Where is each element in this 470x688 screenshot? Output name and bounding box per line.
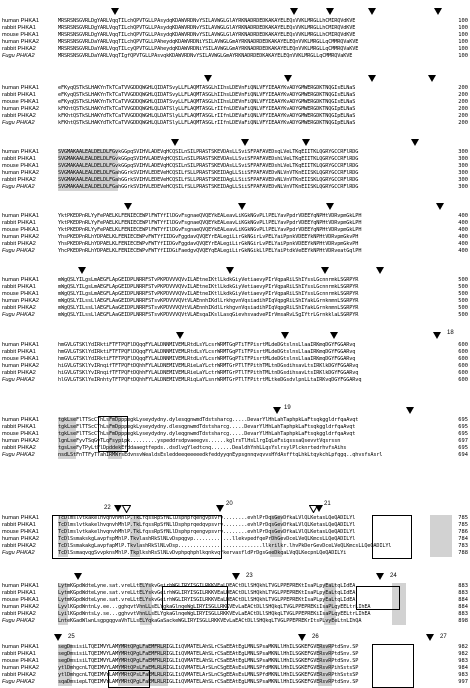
sequence-text: YktPKEDPnRLYyFePAELKLFENIECEWPlFWTYfIlDGvFsgnaeQVQEYkEALeavLiKGkNGvPLlPELYavPpdrVDEEYqNPHtVDRvpmGkLPH [58, 220, 362, 226]
residue-number: 500 [458, 312, 468, 318]
residue-number: 400 [458, 241, 468, 247]
species-label: human PHKA1 [2, 277, 40, 283]
species-label: Fugu PHKA2 [2, 452, 35, 458]
marker-number: 25 [68, 634, 75, 640]
sequence-row [0, 53, 470, 60]
marker-number: 21 [324, 501, 331, 507]
species-label: human PHKA1 [2, 342, 40, 348]
sequence-row [0, 349, 470, 356]
sequence-text: segDmsisiLTQEIMVYLAMYMRtQPgLFaEMFRLRIGLIiQVMATELAhSLrCSaEEAtEgLMNLSPsaMKNLlHhILSGKEFGVERsvRPtdSnv.SP [58, 651, 359, 657]
species-label: rabbit PHKA1 [2, 92, 36, 98]
sequence-text: eFKyqQSTkSLHAKYnTkTCaTVVGDDQWGHLQIDATSvyLLFLAQMTASGLhIIhsLDEVnFiQNLVFYIEAAYKvADYGMWERGDKTNQGIsELNaS [58, 92, 356, 98]
residue-number: 300 [458, 170, 468, 176]
sequence-text: tgkLseFlTTScCThLsFmDpppegkLyseydydny.dylesqgnwmdTdstsharcg.....DevarYlHhLahTaphpkLaFtsqkggldrfqaAvqt [58, 417, 359, 423]
sequence-text: hiGVLGTSKlYvIRnqifTFTPQFtDQhhFYLALDNEMIVEMLRieLaYLctrWRMTGrPTlTFPithTMLtnDGsdihsavLtsIRKlkDGYFGGARvq [58, 363, 359, 369]
species-label: human PHKA2 [2, 536, 40, 542]
triangle-marker-icon [216, 505, 224, 512]
sequence-text: LytmKGpdWdteLyne.sat.vreLLtELYskvGeirhWGLIRYISGILRKKVEaLDEACtDLlSHQkhLTVGLPPEPREKtIsaPLpyEaLtqLIdEA [58, 583, 356, 589]
sequence-row [0, 227, 470, 234]
sequence-text: mWgQSLYILssLlAEGFLAaGEIDPLNRRFSTsvKPDVVVQVtVLAEsqaIKslLasqGievhsvadvePIrVmsaRvLSgIYtrLGrnkklaLSGRPYR [58, 312, 359, 318]
triangle-marker-icon [238, 203, 246, 210]
species-label: human PHKA1 [2, 213, 40, 219]
sequence-text: LyvlKGpdWntnLy.ee...gghqvtVhnLLsELYgkaGlnqeWgLIRYISGLLRKKVEvLaEACtDLlSHQkqLTVGLPPEPREKiIsaPLqyEELtrLIhEA [58, 604, 371, 610]
marker-number: 19 [284, 405, 291, 411]
residue-number: 695 [458, 417, 468, 423]
sequence-row [0, 356, 470, 363]
sequence-text: MRSRSNSGVRLDaYARLVqqTIgfQPVTGLLPAsvqkKDAWVRDNvYSILAVWGLGmAYRKNADRDEDKAKAYELEQnVVKLMRGLLqCMMRQVaKVE [58, 53, 353, 59]
sequence-row [0, 18, 470, 25]
sequence-text: LyilKGpdWntsLy.se...gghvvtVhnLLsELYgkaGlnqeWgLIRYISGLLRKKVEvLaEACtDLlSHQkqLTVGLPPEPREKiIsaPLqyEELtrLIhEA [58, 611, 371, 617]
residue-number: 695 [458, 431, 468, 437]
species-label: human PHKA1 [2, 85, 40, 91]
residue-number: 100 [458, 46, 468, 52]
boxed-region [372, 644, 414, 688]
species-label: rabbit PHKA1 [2, 349, 36, 355]
triangle-marker-icon [74, 573, 82, 580]
residue-number: 600 [458, 370, 468, 376]
residue-number: 783 [458, 543, 468, 549]
triangle-marker-icon [78, 267, 86, 274]
sequence-text: TcDlSsmakskgLavpfspMhlP.TkvlashRkSlNLvDspqgvp.............llekvpedfqePrDhGevDceLVeQLKmcsLLQeQADILYl [58, 536, 356, 542]
species-label: mouse PHKA1 [2, 163, 39, 169]
residue-number: 400 [458, 227, 468, 233]
residue-number: 400 [458, 234, 468, 240]
sequence-text: YhcPKEDPnRLhYDPAELKLFENIECEWPvFWTYfIIDGiFaedgvQVQEYqEALegiLirGkNGikLlPELYaiPtdkVeEEYkNPHtVDRveatGqlPH [58, 248, 362, 254]
residue-number: 695 [458, 445, 468, 451]
sequence-text: mWgQSLYILgsLmAEGFLApGEIDPLNRRFSTvPKPDVVVQVvILAEtneIKtlLkdkGiyVetiaevyPIrVqpaRiLShIYssLGcnnrmkLSGRPYR [58, 277, 359, 283]
sequence-text: LytmKGpdWdteLyne.sat.vreLLtELYskvGeirhWGLIRYISGILRKKVEaLDEACtDLlSHQkhLTVGLPPEPREKtIsaPLpyEaLtqLIdEA [58, 590, 356, 596]
species-label: Fugu PHKA2 [2, 679, 35, 685]
residue-number: 300 [458, 184, 468, 190]
sequence-text: TcDlmslvtkakelhvqnvhMhlP.TkLfqssRpSfNLlDsphprqedqvpsvrv........evhlPrDqsGevDfkaLVlQLKetasLQeQADILYl [58, 522, 356, 528]
triangle-marker-icon [226, 267, 234, 274]
residue-number: 600 [458, 349, 468, 355]
triangle-marker-icon [241, 139, 249, 146]
triangle-marker-icon [204, 75, 212, 82]
sequence-text: mWgQSLYILgsLmAEGFLApGEIDPLNRRFSTvPKPDVVVQVvILAEtneIKtlLkdkGiyVetiaevyPIrVqpaRiLShIYssLGcnnrmkLSGRPYR [58, 291, 359, 297]
species-label: Fugu PHKA2 [2, 184, 35, 190]
sequence-text: segDmsisiLTQEIMVYLAMYMRtQPgLFaEMFRLRIGLIiQVMATELAhSLrCSaEEAtEgLMNLSPsaMKNLlHhILSGKEFGVERsvRPtdSnv.SP [58, 644, 359, 650]
sequence-row [0, 312, 470, 319]
species-label: rabbit PHKA1 [2, 156, 36, 162]
alignment-block [0, 18, 470, 62]
species-label: rabbit PHKA2 [2, 113, 36, 119]
residue-number: 200 [458, 113, 468, 119]
triangle-marker-icon [406, 407, 414, 414]
residue-number: 100 [458, 39, 468, 45]
triangle-marker-icon [298, 634, 306, 641]
alignment-block [0, 277, 470, 321]
residue-number: 200 [458, 120, 468, 126]
residue-number: 100 [458, 53, 468, 59]
triangle-marker-icon [124, 203, 132, 210]
sequence-row [0, 106, 470, 113]
residue-number: 982 [458, 651, 468, 657]
residue-number: 694 [458, 452, 468, 458]
alignment-block [0, 342, 470, 386]
residue-number: 300 [458, 163, 468, 169]
residue-number: 500 [458, 298, 468, 304]
triangle-marker-icon [315, 505, 323, 512]
residue-number: 883 [458, 590, 468, 596]
alignment-block [0, 583, 470, 627]
species-label: rabbit PHKA1 [2, 424, 36, 430]
residue-number: 600 [458, 356, 468, 362]
alignment-block [0, 213, 470, 257]
species-label: human PHKA1 [2, 515, 40, 521]
residue-number: 500 [458, 291, 468, 297]
residue-number: 982 [458, 644, 468, 650]
residue-number: 600 [458, 377, 468, 383]
sequence-row [0, 370, 470, 377]
triangle-marker-icon [326, 8, 334, 15]
residue-number: 100 [458, 25, 468, 31]
triangle-marker-icon [426, 634, 434, 641]
triangle-marker-icon [376, 267, 384, 274]
species-label: rabbit PHKA2 [2, 543, 36, 549]
triangle-marker-icon [232, 573, 240, 580]
sequence-text: eFKyqQSTkSLHAKYnTkTCaTVVGDDQWGHLQIDATSvyLLFLAQMTASGLhIIhsLDEVnFiQNLVFYIEAAYKvADYGMWERGDKTNQGIsELNaS [58, 99, 356, 105]
sequence-text: hmGVLGTSKlYdIRktiFTFTPQFlDQqqFYLALDNNMIVEMLRtdLsYLcsrWRMTGqPTiTFPisrtMLdeDGtslnsLlaaIRKmqDGYFGGARvq [58, 349, 356, 355]
species-label: rabbit PHKA2 [2, 177, 36, 183]
species-label: rabbit PHKA1 [2, 522, 36, 528]
sequence-row [0, 241, 470, 248]
triangle-marker-icon [433, 332, 441, 339]
sequence-text: TcDlSsmakakgLavpfapMlP.TkvlashRkSlNLvDsp............................llkrilkr.lhvPkDerGevDceLVeQLKmcsLLQeQADILYl [58, 543, 392, 549]
sequence-row [0, 234, 470, 241]
alignment-block [0, 644, 470, 688]
sequence-row [0, 120, 470, 127]
sequence-row [0, 363, 470, 370]
residue-number: 100 [458, 32, 468, 38]
sequence-row [0, 163, 470, 170]
sequence-row [0, 377, 470, 384]
triangle-marker-icon [281, 332, 289, 339]
triangle-marker-icon [330, 332, 338, 339]
sequence-text: MRSRSNSGVRLDgYARLVqqTILchQPVTGLLPAsydqKDAWVRDNvYSILAVWGLGlAYRKNADRDEDKAKAYELEQsVVKLMRGLLhCMIRQVdKVE [58, 32, 356, 38]
marker-number: 23 [246, 573, 253, 579]
sequence-text: kFKhtQSTkSLHAKYdTkTCaTVVGDDQWGHLQLDATSlyLLFLAQMTASGLrIIfnLDEVaFiQNLVFYIEAAYKvADYGMWERGDKTNQGIpELNaS [58, 120, 356, 126]
species-label: rabbit PHKA1 [2, 284, 36, 290]
sequence-text: YktPKEDPnRLYyFePAELKLFENIECEWPlFWTYfIlDGvFsgnaeQVQEYkEALeavLiKGkNGvPLlPELYavPpdrVDEEYqNPHtVDRvpmGkLPH [58, 213, 362, 219]
boxed-region [52, 515, 222, 559]
species-label: mouse PHKA1 [2, 291, 39, 297]
sequence-text: kFKhtQSTkSLHAKYdTkTCaTVVGDDQWGHLQLDATSlyLLFLAQMTASGLrIIfnLDEVaFiQNLVFYIEAAYKvADYGMWERGDKTNQGIpELNaS [58, 106, 356, 112]
species-label: mouse PHKA1 [2, 227, 39, 233]
residue-number: 500 [458, 305, 468, 311]
sequence-row [0, 611, 470, 618]
sequence-row [0, 156, 470, 163]
sequence-row [0, 248, 470, 255]
sequence-row [0, 25, 470, 32]
sequence-row [0, 99, 470, 106]
sequence-text: hmGVLGTSKlYdIRktiFTFTPQFlDQqqFYLALDNNMIVEMLRtdLsYLcsrWRMTGqPTiTFPisrtMLdeDGtslnsLlaaIRKmqDGYFGGARvq [58, 356, 356, 362]
species-label: rabbit PHKA2 [2, 445, 36, 451]
residue-number: 200 [458, 92, 468, 98]
species-label: rabbit PHKA1 [2, 220, 36, 226]
sequence-text: TcDlSsmaqvqgSvvpknsMhlP.TkplkshRsSlNLvDvphpqhphlkqnkvqfkervasfldPrDgsGeeDkqaLVqQLKecpnLQeQADILYi [58, 550, 347, 556]
species-label: mouse PHKA1 [2, 431, 39, 437]
sequence-row [0, 431, 470, 438]
alignment-block [0, 85, 470, 129]
residue-number: 400 [458, 220, 468, 226]
sequence-row [0, 213, 470, 220]
sequence-row [0, 424, 470, 431]
triangle-marker-icon [273, 407, 281, 414]
sequence-row [0, 417, 470, 424]
residue-number: 695 [458, 424, 468, 430]
species-label: human PHKA2 [2, 234, 40, 240]
triangle-marker-icon [284, 75, 292, 82]
sequence-row [0, 277, 470, 284]
species-label: rabbit PHKA2 [2, 305, 36, 311]
triangle-marker-icon [54, 634, 62, 641]
triangle-marker-icon [171, 139, 179, 146]
residue-number: 600 [458, 363, 468, 369]
sequence-text: LytmKGpdWdteLyne.sat.vreLLtELYskvGeirhWGLIRYISGILRKKVEaLDEACtDLlSHQkhLTVGLPPEPREKtIsaPLpyEaLtqLIdEA [58, 597, 356, 603]
marker-number: 27 [440, 634, 447, 640]
sequence-text: LnteKGadWlwnLsgpgqgvaVhTLLsELYqkaGaSackeWGLIRYISGLLRKKVEvLaEACtDLlSHQkqLTVGLPPEPREKrItsPLvyEeLtnLIhQA [58, 618, 362, 624]
sequence-text: MRSRSNSGVRLDgYARLVqqTILchQPVTGLLPAsydqKDAWVRDNvYSILAVWGLGlAYRKNADRDEDKAKAYELEQsVVKLMRGLLhCMIRQVdKVE [58, 25, 356, 31]
species-label: rabbit PHKA2 [2, 672, 36, 678]
species-label: Fugu PHKA2 [2, 618, 35, 624]
residue-number: 984 [458, 665, 468, 671]
species-label: rabbit PHKA2 [2, 611, 36, 617]
triangle-marker-icon [368, 8, 376, 15]
sequence-row [0, 342, 470, 349]
sequence-row [0, 39, 470, 46]
sequence-text: MRSRSNSGVRLDaYARLVqqTILcyQPVTGLLPAheydqKDAWVRDNiYSILAVWGLGmAYRKNADRDEDKAKAYELEQnVVKLMRGLLqCMMRQVaKVE [58, 46, 359, 52]
residue-number: 884 [458, 597, 468, 603]
species-label: mouse PHKA1 [2, 529, 39, 535]
residue-number: 400 [458, 213, 468, 219]
species-label: human PHKA2 [2, 106, 40, 112]
species-label: Fugu PHKA2 [2, 120, 35, 126]
species-label: rabbit PHKA2 [2, 241, 36, 247]
sequence-row [0, 291, 470, 298]
sequence-text: TcDlmslvtkakelhvqnvhMhlP.TkLfqssRpSfNLlDsphprqengvpsvrv........evhlPrDqsGevDfkaLVlQLKetasLQeQADILYl [58, 529, 356, 535]
marker-number: 26 [312, 634, 319, 640]
triangle-marker-icon [376, 573, 384, 580]
species-label: human PHKA2 [2, 604, 40, 610]
marker-number: 20 [226, 501, 233, 507]
sequence-text: mWgQSLYILssLlAEGFLAaGEIDPLNRRFSTsvKPDVVVQVtVLAEnnhIKdlLrkhgvnVqsiadihPIqVqpgRiLShIYakLGrnknmnLSGRPYR [58, 305, 359, 311]
species-label: Fugu PHKA2 [2, 377, 35, 383]
sequence-text: hmGVLGTSKlYdIRktiFTFTPQFlDQqqFYLALDNNMIVEMLRtdLsYLcsrWRMTGqPTiTFPisrtMLdeDGtslnsLlaaIRKmqDGYFGGARvq [58, 342, 356, 348]
residue-number: 300 [458, 149, 468, 155]
sequence-text: ytlDmhgcnLTQEIMVYLAMYMRtQPsLFaEMLRLRIGLIiQVMATELArSLnCSgEEAsEsLMNLSPfdMKNLlHhILSGKEFGVERsvRPthSstsSP [58, 672, 359, 678]
sequence-row [0, 92, 470, 99]
residue-number: 884 [458, 604, 468, 610]
sequence-text: MRSRSNSGVRLDgYARLVqqTILchQPVTGLLPAsydqKDAWVRDNvYSILAVWGLGlAYRKNADRDEDKAKAYELEQsVVKLMRGLLhCMIRQVdKVE [58, 18, 356, 24]
sequence-row [0, 170, 470, 177]
residue-number: 300 [458, 177, 468, 183]
sequence-text: YhsPKEDPnRLhYDPAELKLFENIECEWPvFWTYfIIDGvFggdavQVQEYrEALegiLirGkNGirLvPELYaiPpnkVDEEYkNPHtVDRvpmGkvPH [58, 234, 359, 240]
sequence-text: YhsPKEDPnRLhYDPAELKLFENIECEWPvFWTYfIIDGvFggdavQVQEYrEALegiLirGkNGirLvPELYaiPpnkVDEEYkNPHtVDRvpmGkvPH [58, 241, 359, 247]
open-triangle-marker-icon [122, 505, 131, 513]
marker-number: 24 [390, 573, 397, 579]
species-label: mouse PHKA1 [2, 99, 39, 105]
species-label: human PHKA2 [2, 438, 40, 444]
sequence-text: SVGMAKAALEALDELDLFGahGGrkSVIHVLEDEVeHCQSILfSLLPRASTSKEIDAgLLSiiSFPAFAVEDvNLVnVTKnEIISKLQGRYGCCRFlRDG [58, 184, 359, 190]
species-label: rabbit PHKA1 [2, 25, 36, 31]
sequence-text: sqaDmsiepLTQEIMVYLAMYMRtQPgLFaEMLRLRIGLIiQVMATELAhSLrCSaEEAtEgLMNLSPsaMKNLlHhILSGKEFGVERsvRPtdSnv.SP [58, 679, 359, 685]
residue-number: 200 [458, 85, 468, 91]
species-label: Fugu PHKA2 [2, 248, 35, 254]
sequence-row [0, 85, 470, 92]
sequence-text: SVGMAKAALEALDELDLFGahGGrkSVIHVLEDEVeHCQSILfSLLPRASTSKEIDAgLLSiiSFPAFAVEDvNLVnVTKnEIISKLQGRYGCCRFlRDG [58, 177, 359, 183]
triangle-marker-icon [321, 267, 329, 274]
sequence-text: SVGMAKAALEALDELDLFGahGGrkSVIHVLEDEVeHCQSILfSLLPRASTSKEIDAgLLSiiSFPAFAVEDvNLVnVTKnEIISKLQGRYGCCRFlRDG [58, 170, 359, 176]
sequence-row [0, 438, 470, 445]
triangle-marker-icon [368, 75, 376, 82]
residue-number: 883 [458, 611, 468, 617]
residue-number: 785 [458, 515, 468, 521]
alignment-block [0, 515, 470, 559]
triangle-marker-icon [111, 8, 119, 15]
sequence-row [0, 220, 470, 227]
triangle-marker-icon [176, 332, 184, 339]
sequence-text: lgnLseFyvTSqGvTLqFsypipk.........yspeddrsdpvaeegvs......kglrsTlHsLlrgIqLeFsiqsssaQsevvtVqsrssn [58, 438, 341, 444]
residue-number: 898 [458, 618, 468, 624]
residue-number: 883 [458, 583, 468, 589]
species-label: human PHKA1 [2, 583, 40, 589]
residue-number: 788 [458, 550, 468, 556]
residue-number: 697 [458, 438, 468, 444]
sequence-row [0, 46, 470, 53]
sequence-text: nsdLStFnTTFyTTahIRMWrsEdvnsvWealdsEsleddeeqeeeeedkfeddyyqnEypsgnnqvqvvsHYdAsfftqLhkLtqykchLpfqgq..qhvsfsAsrl [58, 452, 383, 458]
residue-number: 786 [458, 529, 468, 535]
triangle-marker-icon [290, 8, 298, 15]
marker-number: 22 [104, 505, 111, 511]
residue-number: 200 [458, 99, 468, 105]
sequence-text: mWgQSLYILgsLmAEGFLApGEIDPLNRRFSTvPKPDVVVQVvILAEtneIKtlLkdkGiyVetiaevyPIrVqpaRiLShIYssLGcnnrmkLSGRPYR [58, 284, 359, 290]
sequence-text: SVGMAKAALEALDELDLFGvkGGpqSVIHVLADEVqHCQSILnSILPRASTSKEVDAsLLSviSFPAFAVEDshLVeLTKqEIITKLQGRYGCCRFlRDG [58, 163, 359, 169]
sequence-row [0, 445, 470, 452]
triangle-marker-icon [411, 139, 419, 146]
residue-number: 500 [458, 277, 468, 283]
species-label: mouse PHKA1 [2, 356, 39, 362]
sequence-row [0, 452, 470, 459]
sequence-text: kFKhtQSTkSLHAKYdTkTCaTVVGDDQWGHLQLDATSlyLLFLAQMTASGLrIIfnLDEVaFiQNLVFYIEAAYKvADYGMWERGDKTNQGIpELNaS [58, 113, 356, 119]
species-label: Fugu PHKA2 [2, 312, 35, 318]
residue-number: 300 [458, 156, 468, 162]
residue-number: 100 [458, 18, 468, 24]
alignment-block [0, 149, 470, 193]
species-label: Fugu PHKA2 [2, 53, 35, 59]
species-label: human PHKA1 [2, 644, 40, 650]
residue-number: 983 [458, 672, 468, 678]
species-label: rabbit PHKA2 [2, 370, 36, 376]
sequence-text: SVGMAKAALEALDELDLFGvkGGpqSVIHVLADEVqHCQSILnSILPRASTSKEVDAsLLSviSFPAFAVEDshLVeLTKqEIITKLQGRYGCCRFlRDG [58, 156, 359, 162]
species-label: human PHKA1 [2, 149, 40, 155]
species-label: human PHKA2 [2, 665, 40, 671]
species-label: human PHKA2 [2, 170, 40, 176]
sequence-text: MRSRSNSGVRLDaYARLVqqTILchQPVTGLLPAheydqKDAWVRDNiYSILAVWGLGmAYRKNADRDEDKAKAYELEQnVVKLMRGLLqCMMRQVaKVE [58, 39, 359, 45]
sequence-row [0, 305, 470, 312]
species-label: rabbit PHKA1 [2, 590, 36, 596]
residue-number: 200 [458, 106, 468, 112]
triangle-marker-icon [434, 8, 442, 15]
triangle-marker-icon [302, 139, 310, 146]
species-label: mouse PHKA1 [2, 658, 39, 664]
triangle-marker-icon [114, 505, 122, 512]
boxed-region [108, 670, 150, 688]
boxed-region [356, 586, 400, 610]
species-label: human PHKA2 [2, 298, 40, 304]
sequence-row [0, 177, 470, 184]
sequence-text: TcDlmslvtkakelhvqnvhMhlP.TkLfqssRpSfNLlDsphprqengvpsvrv........evhlPrDqsGevDfkaLVlQLKetasLQeQADILYl [58, 515, 356, 521]
sequence-text: tgsLseFyTPyLtFlDpddekEfddaaegtfepds..dsdlvgYledtcnq.......DealdhYnhLLqsYslrsylPlcknrtedrhvfsAihs [58, 445, 347, 451]
residue-number: 784 [458, 536, 468, 542]
species-label: mouse PHKA1 [2, 597, 39, 603]
sequence-text: eFKyqQSTkSLHAKYnTkTCaTVVGDDQWGHLQIDATSvyLLFLAQMTASGLhIIhsLDEVnFiQNLVFYIEAAYKvADYGMWERGDKTNQGIsELNaS [58, 85, 356, 91]
species-label: human PHKA2 [2, 363, 40, 369]
sequence-text: mWgQSLYILssLlAEGFLAaGEIDPLNRRFSTsvKPDVVVQVtVLAEnnhIKdlLrkhgvnVqsiadihPIqVqpgRiLShIYakLGrnknmnLSGRPYR [58, 298, 359, 304]
alignment-block [0, 417, 470, 461]
triangle-marker-icon [428, 75, 436, 82]
sequence-row [0, 149, 470, 156]
sequence-row [0, 32, 470, 39]
sequence-text: YktPKEDPnRLYyFePAELKLFENIECEWPlFWTYfIlDGvFsgnaeQVQEYkEALeavLiKGkNGvPLlPELYavPpdrVDEEYqNPHtVDRvpmGkLPH [58, 227, 362, 233]
residue-number: 600 [458, 342, 468, 348]
species-label: Fugu PHKA2 [2, 550, 35, 556]
sequence-row [0, 298, 470, 305]
boxed-region [162, 586, 228, 610]
boxed-region [372, 515, 412, 559]
species-label: human PHKA2 [2, 39, 40, 45]
boxed-region [98, 416, 128, 452]
species-label: human PHKA1 [2, 417, 40, 423]
sequence-text: ytlDmhgcnLTQEIMVYLAMYMRtQPsLFaEMLRLRIGLIiQVMATELArSLnCSgEEAsEsLMNLSPfdMKNLlHhILSGKEFGVERsvRPihSstsSP [58, 665, 359, 671]
residue-number: 400 [458, 248, 468, 254]
species-label: rabbit PHKA2 [2, 46, 36, 52]
sequence-row [0, 284, 470, 291]
sequence-row [0, 184, 470, 191]
sequence-row [0, 113, 470, 120]
sequence-text: segDmsisiLTQEIMVYLAMYMRtQPgLFaEMFRLRIGLIiQVMATELAhSLrCSaEEAtEgLMNLSPsaMKNLlHhILSGKEFGVERsvRPtdSnv.SP [58, 658, 359, 664]
species-label: human PHKA1 [2, 18, 40, 24]
sequence-text: hlGVLGTSKlYeIRnhtyTFTPQFtDQhhFYLALDNEMIVEMLRiqLaYLsnrWRMTGrPTlTFPitrtMLtkeDGsdvlpnLLtaIRKvqDGYFGGARvq [58, 377, 362, 383]
species-label: mouse PHKA1 [2, 32, 39, 38]
triangle-marker-icon [326, 203, 334, 210]
sequence-row [0, 618, 470, 625]
sequence-text: hiGVLGTSKlYvIRnqifTFTPQFtDQhhFYLALDNEMIVEMLRieLaYLctrWRMTGrPTlTFPithTMLtnDGsdihsavLtsIRKlkDGYFGGARvq [58, 370, 359, 376]
sequence-text: SVGMAKAALEALDELDLFGvkGGpqSVIHVLADEVqHCQSILnSILPRASTSKEVDAsLLSviSFPAFAVEDsqLVeLTKqEIITKLQGRYGCCRFlRDG [58, 149, 359, 155]
marker-number: 18 [447, 330, 454, 336]
sequence-text: tgkLseFlTTScCThLsFmDpppegkLyseydydny.dyleqgnwmdTdstsharcg.....DevarYlHhLahTaphpkLaFtsqkggldrfqaAvqt [58, 431, 356, 437]
residue-number: 997 [458, 679, 468, 685]
residue-number: 785 [458, 522, 468, 528]
species-label: rabbit PHKA1 [2, 651, 36, 657]
sequence-text: tgkLseFlTTScCThLsFmDpppegkLyseydydny.dlesqgnwmdTdstsharcg.....DevarYlHhLahTaphpkLaFtsqkggldrfqaAvqt [58, 424, 356, 430]
triangle-marker-icon [436, 203, 444, 210]
residue-number: 500 [458, 284, 468, 290]
residue-number: 983 [458, 658, 468, 664]
